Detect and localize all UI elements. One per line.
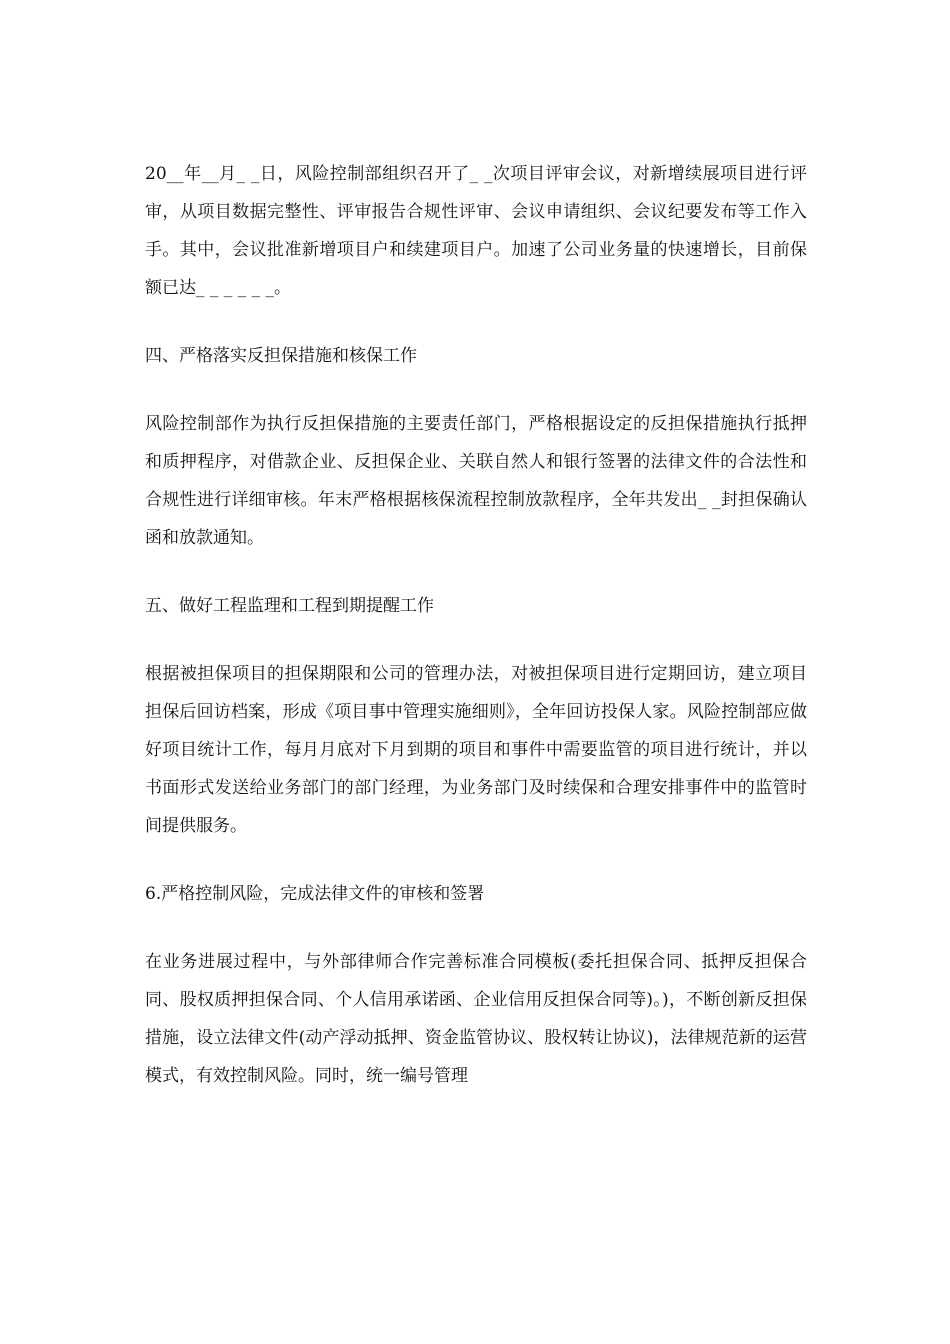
section-heading-legal-documents: 6.严格控制风险，完成法律文件的审核和签署 [145, 884, 485, 904]
paragraph-gap [145, 913, 807, 943]
paragraph-gap [145, 625, 807, 655]
paragraph-gap [145, 557, 807, 587]
paragraph-supervision: 根据被担保项目的担保期限和公司的管理办法，对被担保项目进行定期回访，建立项目担保后回访档案，形成《项目事中管理实施细则》，全年回访投保人家。风险控制部应做好项目统计工作，每月月底对下月到期的项目和事件中需要监管的项目进行统计，并以书面形式发送给业务部门的部门经理，为业务部门及时续保和合理安排事件中的监管时间提供服务。 [145, 664, 807, 836]
document-body [145, 155, 807, 1095]
paragraph-gap [145, 375, 807, 405]
paragraph-legal-documents: 在业务进展过程中，与外部律师合作完善标准合同模板(委托担保合同、抵押反担保合同、股权质押担保合同、个人信用承诺函、企业信用反担保合同等)。)，不断创新反担保措施，设立法律文件(动产浮动抵押、资金监管协议、股权转让协议)，法律规范新的运营模式，有效控制风险。同时，统一编号管理 [145, 952, 807, 1086]
section-heading-counter-guarantee: 四、严格落实反担保措施和核保工作 [145, 346, 417, 366]
section-heading-supervision: 五、做好工程监理和工程到期提醒工作 [145, 596, 434, 616]
paragraph-counter-guarantee: 风险控制部作为执行反担保措施的主要责任部门，严格根据设定的反担保措施执行抵押和质押程序，对借款企业、反担保企业、关联自然人和银行签署的法律文件的合法性和合规性进行详细审核。年末严格根据核保流程控制放款程序，全年共发出_ _封担保确认函和放款通知。 [145, 414, 807, 548]
paragraph-gap [145, 845, 807, 875]
paragraph-gap [145, 307, 807, 337]
paragraph-review-meetings: 20__年__月_ _日，风险控制部组织召开了_ _次项目评审会议，对新增续展项目进行评审，从项目数据完整性、评审报告合规性评审、会议申请组织、会议纪要发布等工作入手。其中，会议批准新增项目户和续建项目户。加速了公司业务量的快速增长，目前保额已达_ _ _ _ _ _。 [145, 164, 807, 298]
